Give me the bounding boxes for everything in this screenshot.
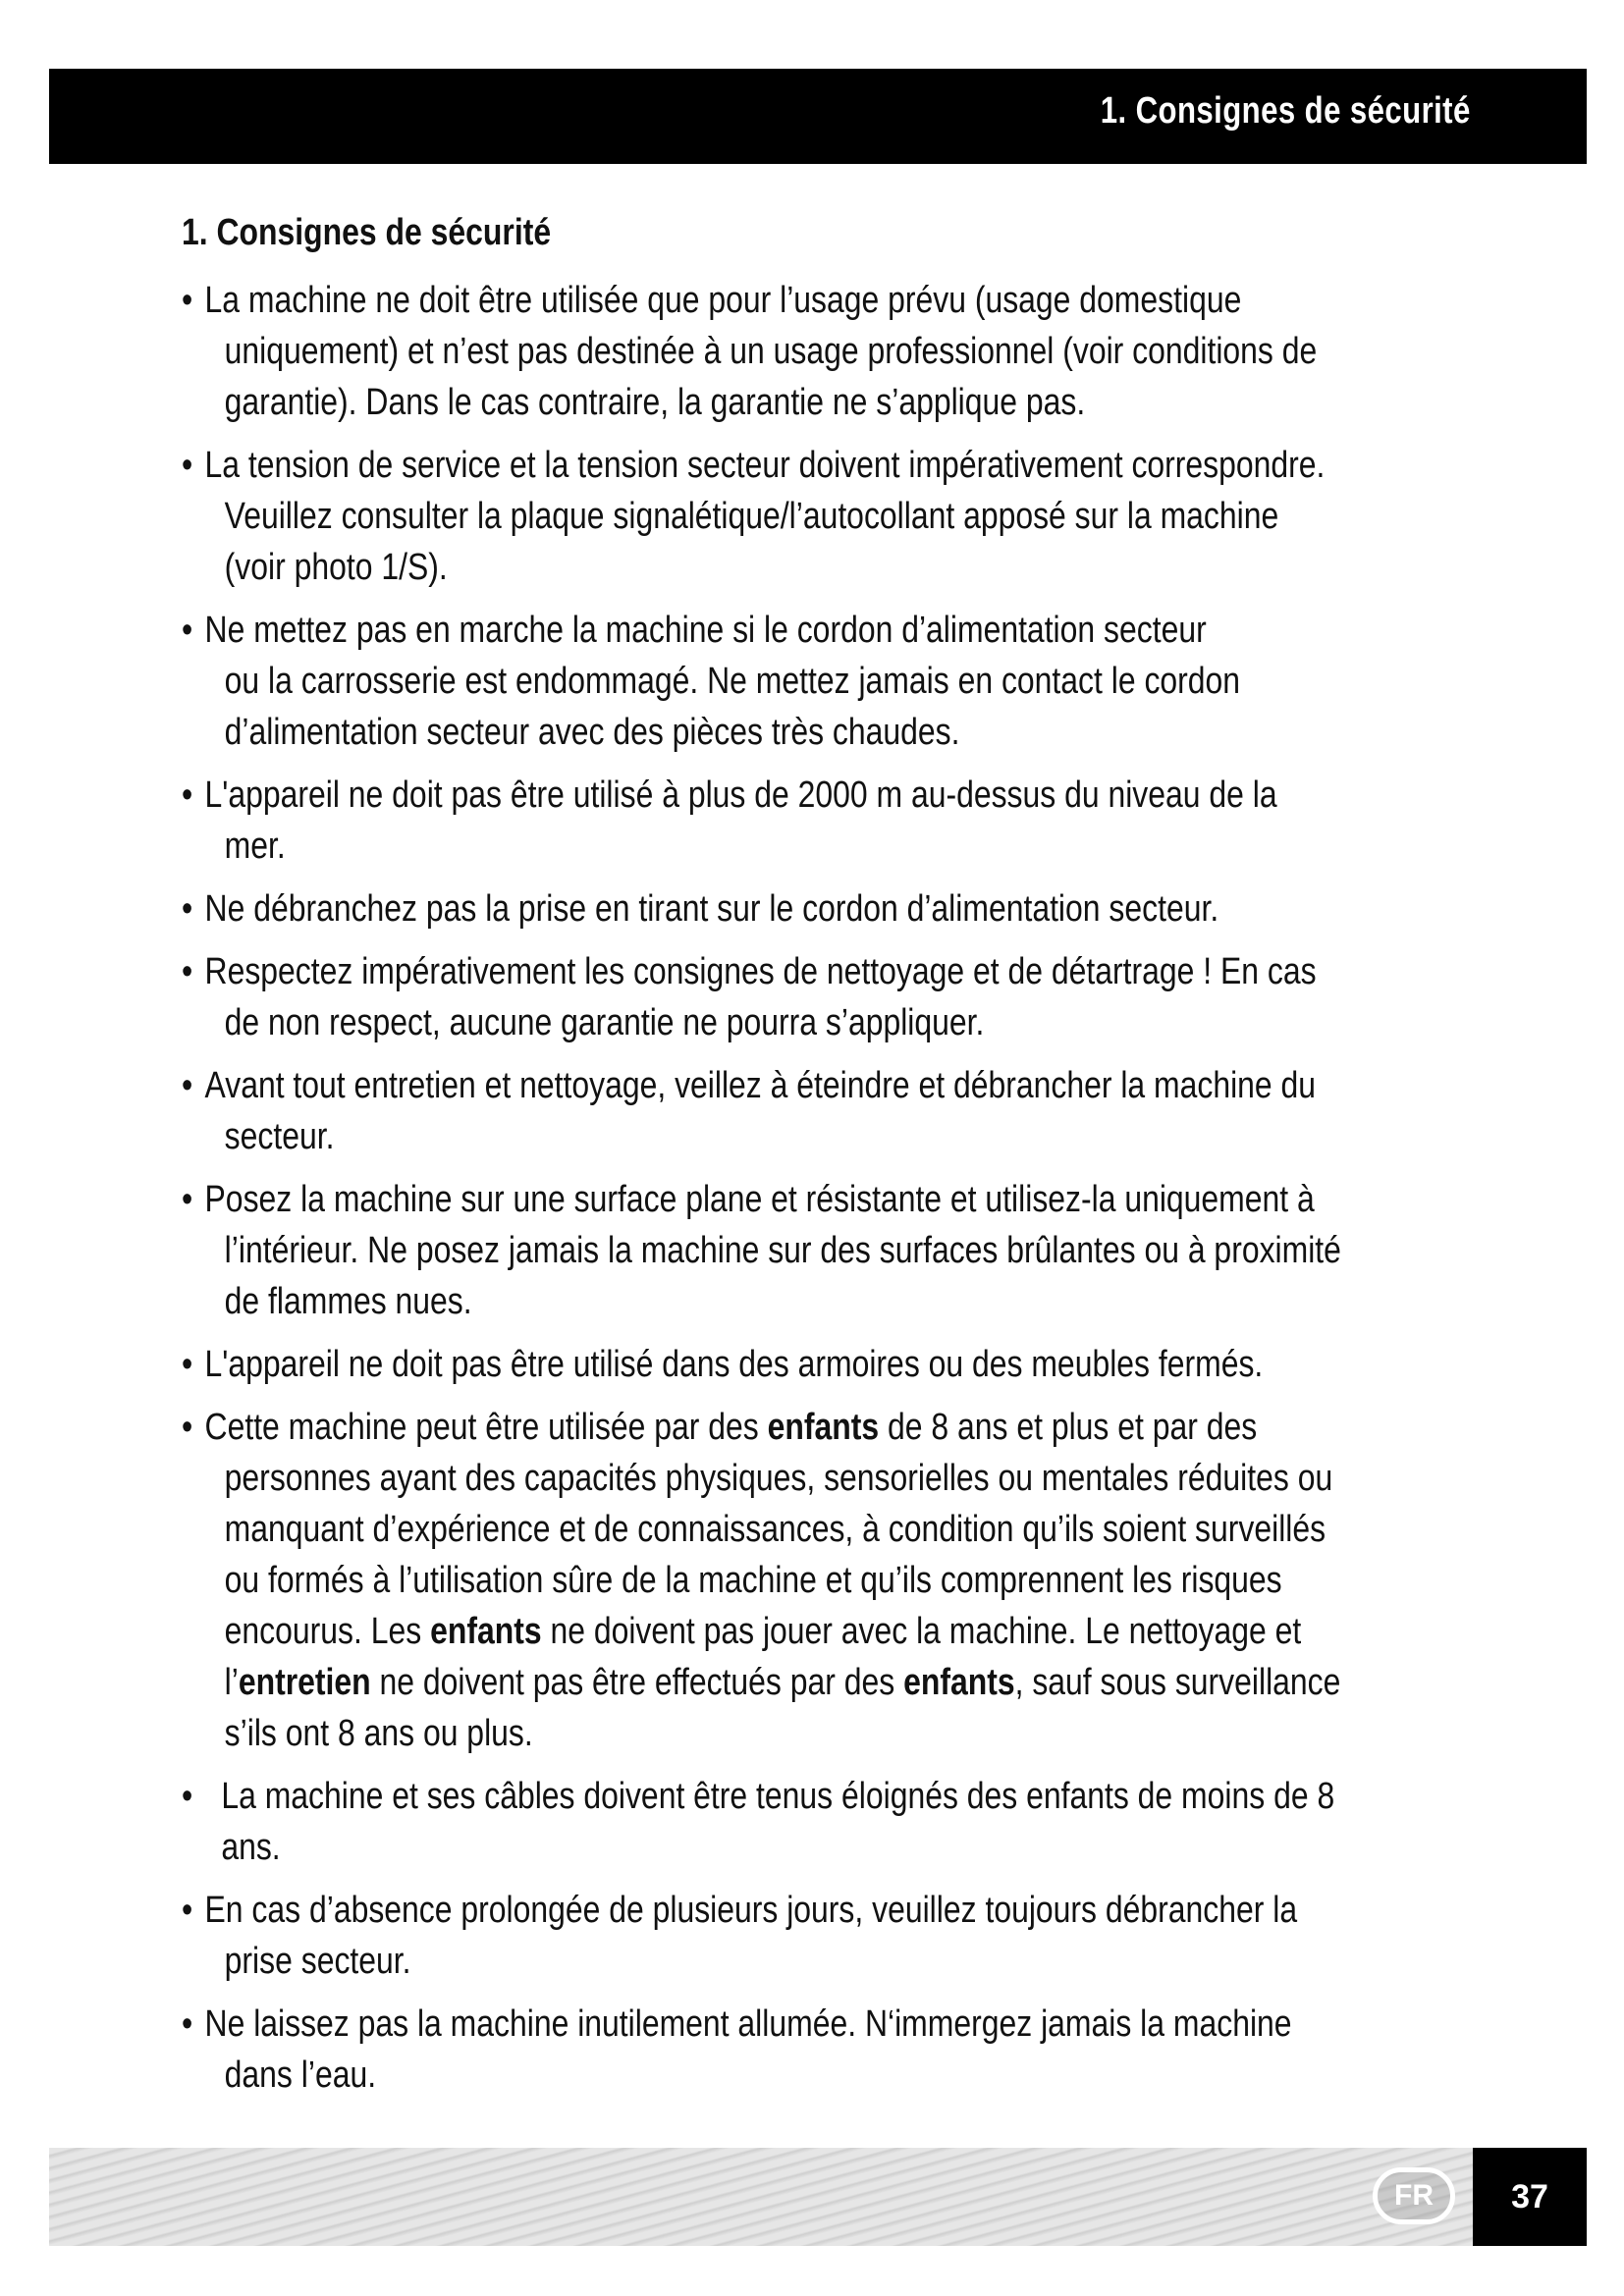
line: secteur. <box>224 1116 335 1157</box>
line: Cette machine peut être utilisée par des enfants de 8 ans et plus et par des <box>204 1407 1258 1448</box>
bullet-dot: • <box>182 774 193 816</box>
line: ans. <box>221 1827 281 1868</box>
line: Posez la machine sur une surface plane et résistante et utilisez-la uniquement à <box>204 1179 1315 1220</box>
list-item <box>182 1885 1452 1987</box>
line: En cas d’absence prolongée de plusieurs jours, veuillez toujours débrancher la <box>204 1890 1298 1931</box>
bullet-dot: • <box>182 610 193 651</box>
safety-list <box>182 275 1452 2101</box>
language-badge: FR <box>1373 2167 1455 2224</box>
line: dans l’eau. <box>224 2055 377 2096</box>
line: (voir photo 1/S). <box>224 547 448 588</box>
page-number-box <box>1473 2148 1587 2246</box>
bullet-dot: • <box>182 888 193 930</box>
bullet-dot: • <box>182 1344 193 1385</box>
list-item <box>182 275 1452 428</box>
line: La tension de service et la tension secteur doivent impérativement correspondre. <box>204 445 1326 486</box>
line: Ne laissez pas la machine inutilement allumée. N‘immergez jamais la machine <box>204 2003 1292 2045</box>
line: prise secteur. <box>224 1941 411 1982</box>
line: La machine et ses câbles doivent être tenus éloignés des enfants de moins de 8 <box>221 1776 1335 1817</box>
content <box>182 208 1488 2112</box>
list-item <box>182 770 1452 872</box>
line: La machine ne doit être utilisée que pour l’usage prévu (usage domestique <box>204 280 1242 321</box>
header-title: 1. Consignes de sécurité <box>1101 90 1471 132</box>
list-item <box>182 1771 1452 1873</box>
line: de flammes nues. <box>224 1281 472 1322</box>
line: de non respect, aucune garantie ne pourra s’appliquer. <box>224 1002 985 1043</box>
line: uniquement) et n’est pas destinée à un usage professionnel (voir conditions de <box>224 331 1318 372</box>
line: Respectez impérativement les consignes de nettoyage et de détartrage ! En cas <box>204 951 1317 992</box>
bullet-dot: • <box>182 445 193 486</box>
line: ou formés à l’utilisation sûre de la machine et qu’ils comprennent les risques <box>224 1560 1282 1601</box>
bullet-dot: • <box>182 2003 193 2045</box>
line: garantie). Dans le cas contraire, la garantie ne s’applique pas. <box>224 382 1086 423</box>
line: encourus. Les enfants ne doivent pas jouer avec la machine. Le nettoyage et <box>224 1611 1302 1652</box>
list-item <box>182 1999 1452 2101</box>
line: ou la carrosserie est endommagé. Ne mettez jamais en contact le cordon <box>224 661 1241 702</box>
line: l’intérieur. Ne posez jamais la machine sur des surfaces brûlantes ou à proximité <box>224 1230 1341 1271</box>
list-item <box>182 946 1452 1048</box>
bullet-dot: • <box>182 1179 193 1220</box>
bullet-dot: • <box>182 1890 193 1931</box>
list-item <box>182 605 1452 758</box>
bullet-dot: • <box>182 1776 193 1817</box>
line: Veuillez consulter la plaque signalétique/l’autocollant apposé sur la machine <box>224 496 1279 537</box>
line: l’entretien ne doivent pas être effectués par des enfants, sauf sous surveillance <box>224 1662 1341 1703</box>
line: L'appareil ne doit pas être utilisé dans des armoires ou des meubles fermés. <box>204 1344 1264 1385</box>
bullet-dot: • <box>182 280 193 321</box>
line: Avant tout entretien et nettoyage, veillez à éteindre et débrancher la machine du <box>204 1065 1317 1106</box>
list-item <box>182 440 1452 593</box>
section-title: 1. Consignes de sécurité <box>182 212 552 253</box>
line: s’ils ont 8 ans ou plus. <box>224 1713 533 1754</box>
list-item-children <box>182 1402 1452 1759</box>
line: personnes ayant des capacités physiques, sensorielles ou mentales réduites ou <box>224 1458 1333 1499</box>
line: mer. <box>224 826 286 867</box>
line: L'appareil ne doit pas être utilisé à plus de 2000 m au-dessus du niveau de la <box>204 774 1277 816</box>
line: Ne mettez pas en marche la machine si le cordon d’alimentation secteur <box>204 610 1207 651</box>
bullet-dot: • <box>182 951 193 992</box>
header-bar <box>49 69 1587 164</box>
page-number: 37 <box>1511 2178 1548 2216</box>
line: d’alimentation secteur avec des pièces très chaudes. <box>224 712 960 753</box>
list-item <box>182 1339 1452 1390</box>
line: manquant d’expérience et de connaissances, à condition qu’ils soient surveillés <box>224 1509 1326 1550</box>
bullet-dot: • <box>182 1065 193 1106</box>
list-item <box>182 883 1452 934</box>
bullet-dot: • <box>182 1407 193 1448</box>
line: Ne débranchez pas la prise en tirant sur le cordon d’alimentation secteur. <box>204 888 1219 930</box>
footer-pattern-band <box>49 2148 1473 2246</box>
list-item <box>182 1060 1452 1162</box>
list-item <box>182 1174 1452 1327</box>
